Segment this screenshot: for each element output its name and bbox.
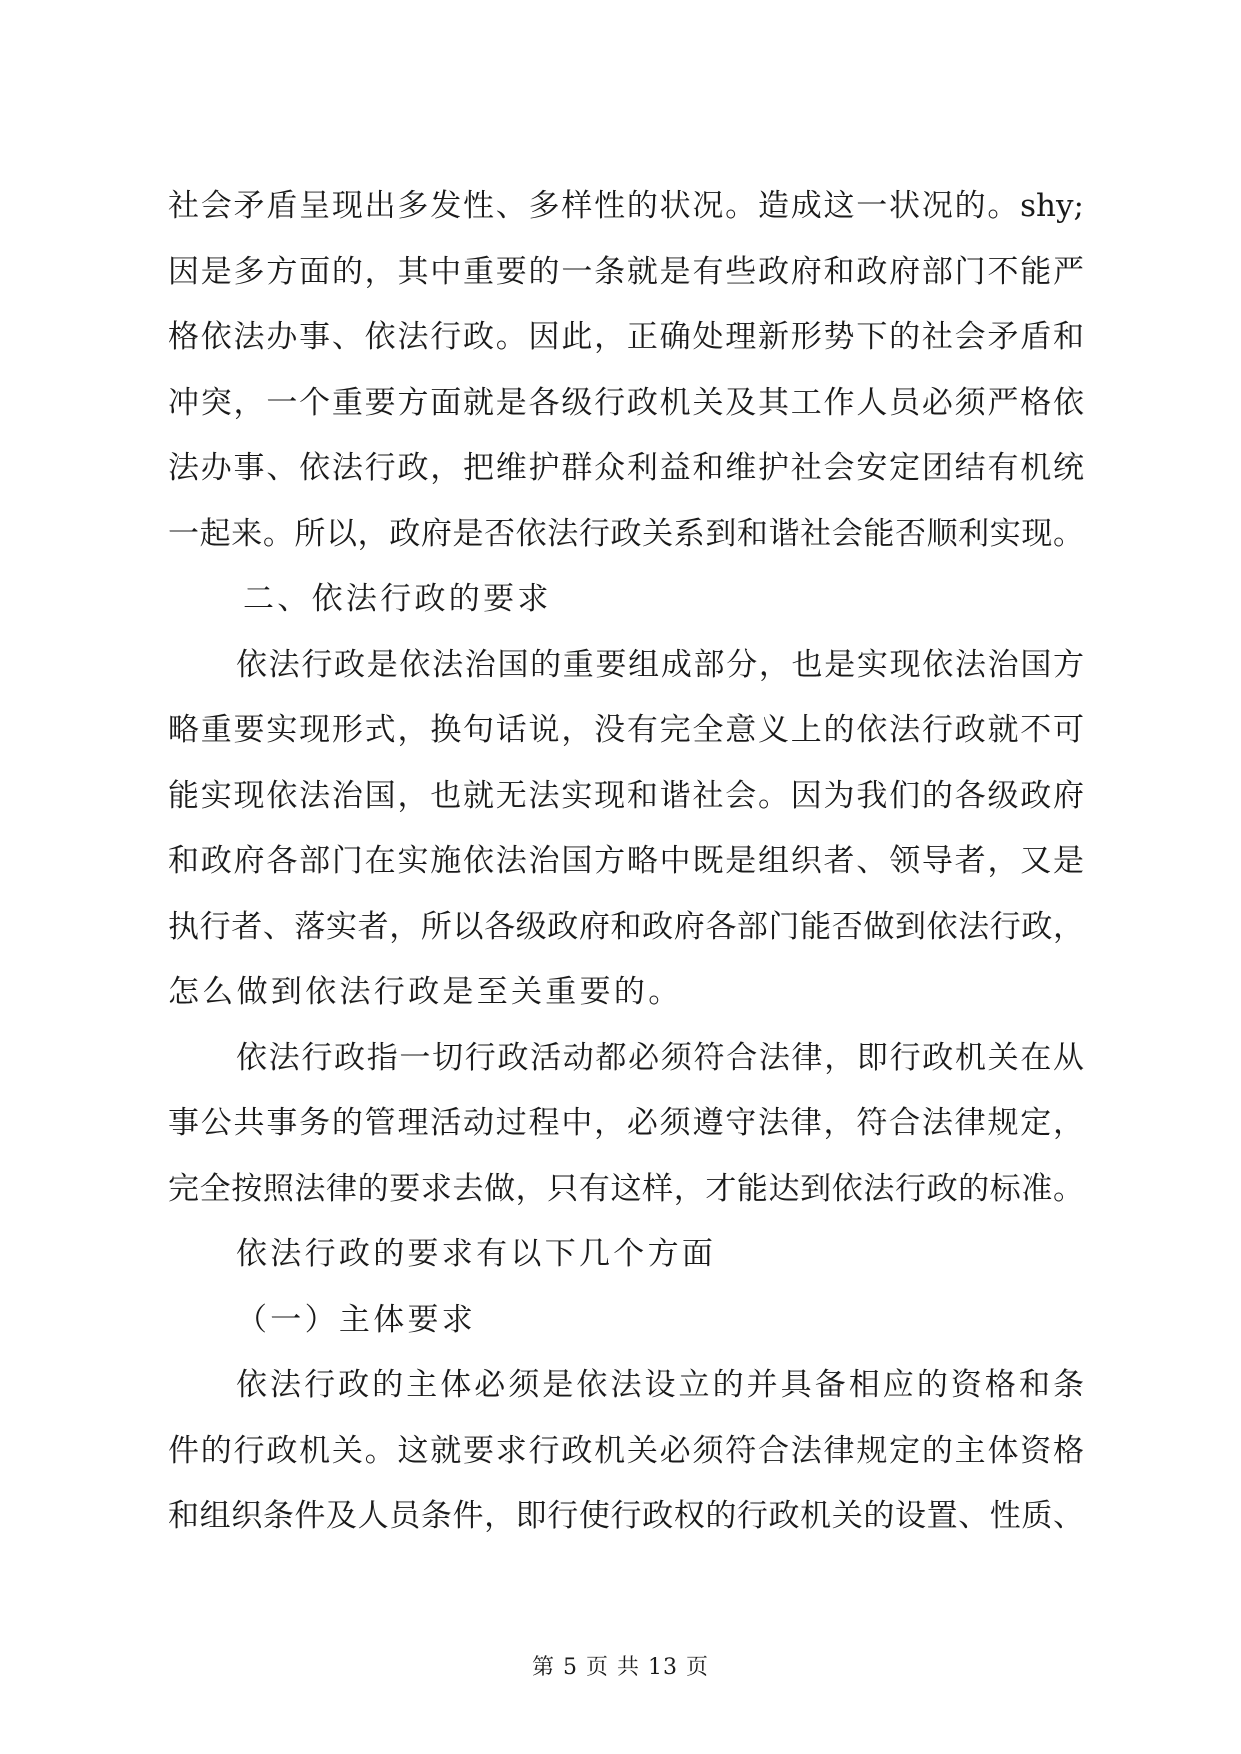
body-line: 依法行政的要求有以下几个方面 [236, 1236, 717, 1272]
body-line: 冲突，一个重要方面就是各级行政机关及其工作人员必须严格依 [168, 384, 1084, 421]
document-body [168, 174, 1084, 1550]
body-line: 事公共事务的管理活动过程中，必须遵守法律，符合法律规定， [168, 1105, 1084, 1141]
body-line: 格依法办事、依法行政。因此，正确处理新形势下的社会矛盾和 [168, 319, 1084, 355]
body-line: 件的行政机关。这就要求行政机关必须符合法律规定的主体资格 [168, 1432, 1084, 1469]
body-line: 因是多方面的，其中重要的一条就是有些政府和政府部门不能严 [168, 253, 1084, 290]
body-line: 社会矛盾呈现出多发性、多样性的状况。造成这一状况的。shy; [168, 188, 1084, 224]
body-line: 完全按照法律的要求去做，只有这样，才能达到依法行政的标准。 [168, 1170, 1084, 1207]
section-heading: 二、依法行政的要求 [243, 581, 552, 617]
body-line: 依法行政的主体必须是依法设立的并具备相应的资格和条 [236, 1367, 1084, 1403]
subsection-heading: （一）主体要求 [236, 1301, 477, 1338]
body-line: 一起来。所以，政府是否依法行政关系到和谐社会能否顺利实现。 [168, 515, 1084, 552]
page-number-footer: 第 5 页 共 13 页 [532, 1655, 709, 1680]
body-line: 法办事、依法行政，把维护群众利益和维护社会安定团结有机统 [168, 450, 1084, 486]
body-line: 依法行政是依法治国的重要组成部分，也是实现依法治国方 [236, 646, 1084, 683]
body-line: 能实现依法治国，也就无法实现和谐社会。因为我们的各级政府 [168, 777, 1084, 814]
body-line: 和组织条件及人员条件，即行使行政权的行政机关的设置、性质、 [168, 1498, 1084, 1534]
body-line: 略重要实现形式，换句话说，没有完全意义上的依法行政就不可 [168, 712, 1084, 748]
body-line: 执行者、落实者，所以各级政府和政府各部门能否做到依法行政， [168, 908, 1084, 945]
body-line: 依法行政指一切行政活动都必须符合法律，即行政机关在从 [236, 1039, 1084, 1076]
body-line: 和政府各部门在实施依法治国方略中既是组织者、领导者，又是 [168, 843, 1084, 879]
body-line: 怎么做到依法行政是至关重要的。 [168, 974, 683, 1010]
